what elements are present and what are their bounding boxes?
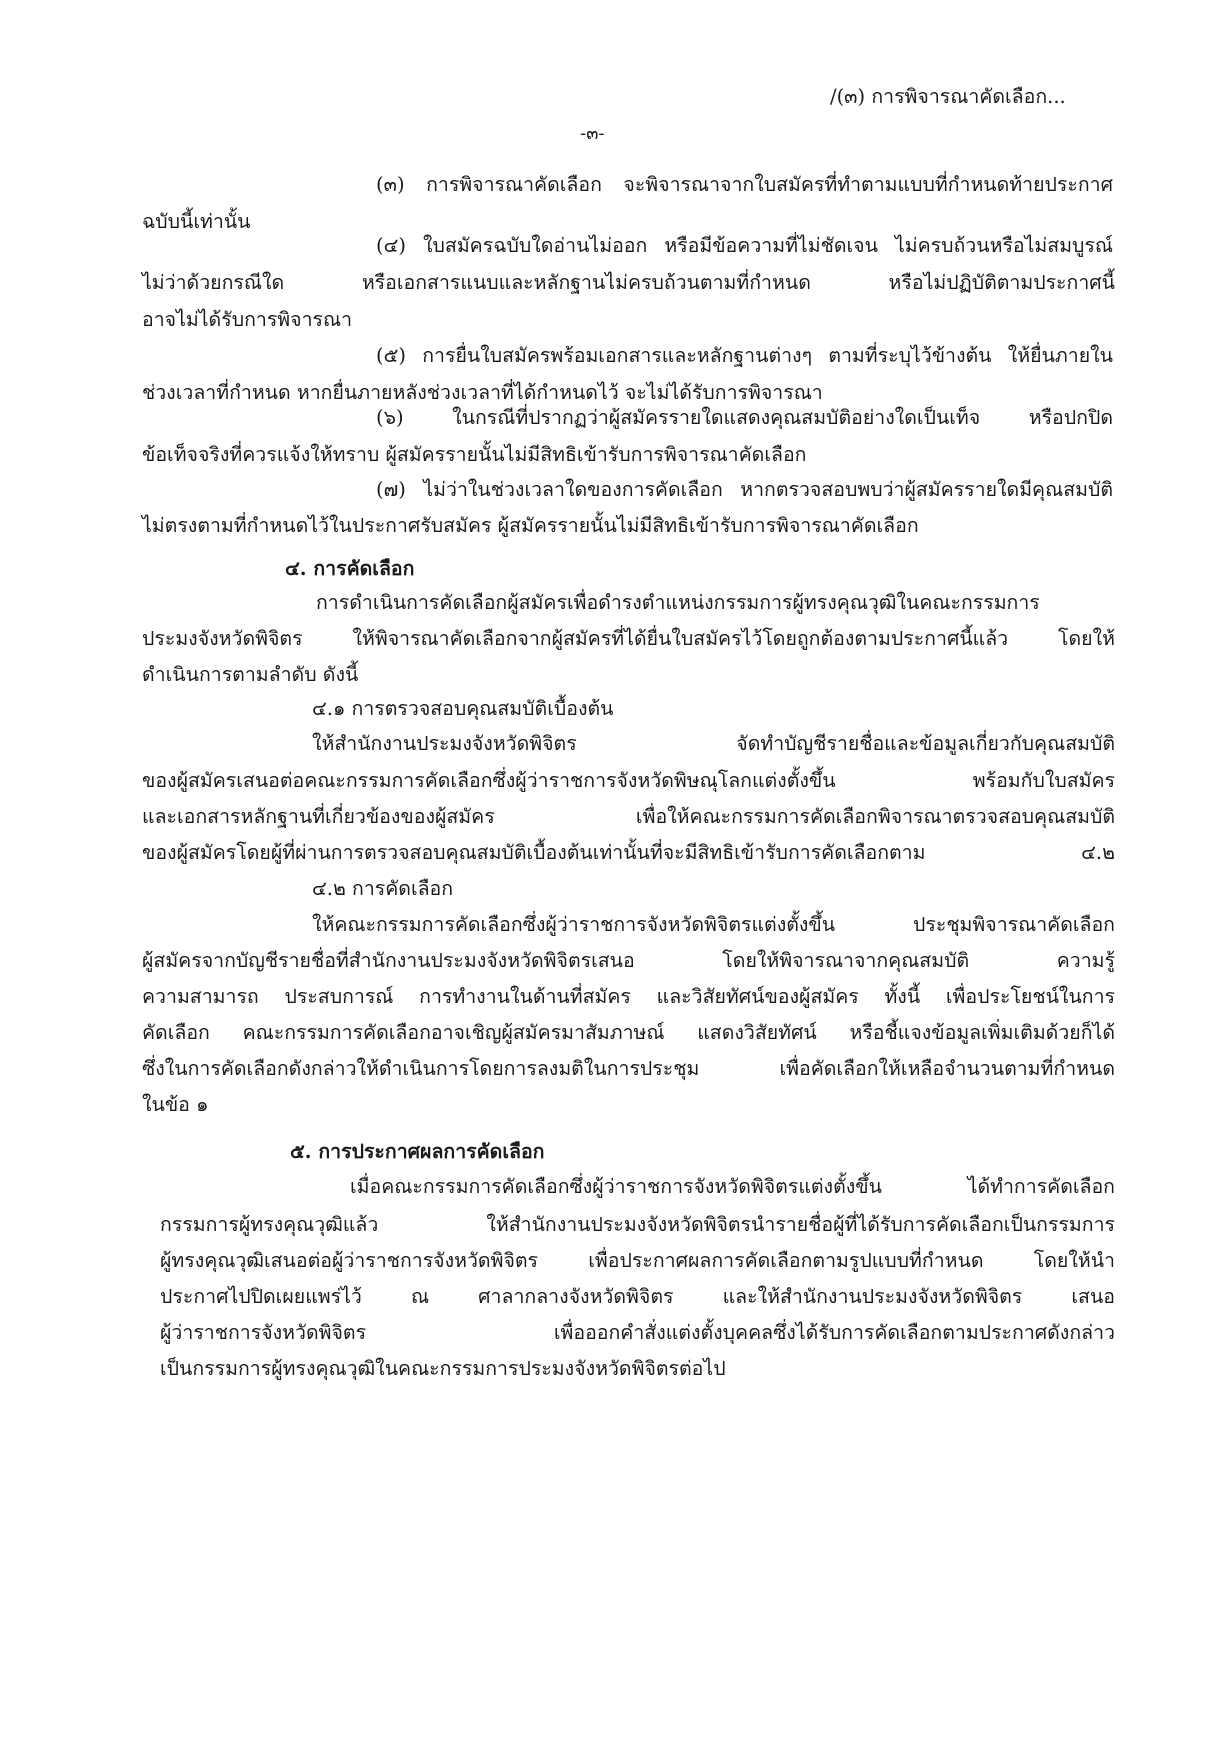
section-4-2-line-3: ความสามารถ ประสบการณ์ การทำงานในด้านที่สมัคร และวิสัยทัศน์ของผู้สมัคร ทั้งนี้ เพื่อประโยชน์ในการ <box>142 985 1115 1008</box>
section-4-1-line-1: ให้สำนักงานประมงจังหวัดพิจิตร จัดทำบัญชีรายชื่อและข้อมูลเกี่ยวกับคุณสมบัติ <box>312 732 1115 755</box>
section-4-1-line-4: ของผู้สมัครโดยผู้ที่ผ่านการตรวจสอบคุณสมบัติเบื้องต้นเท่านั้นที่จะมีสิทธิเข้ารับการคัดเลือกตาม ๔.๒ <box>142 841 1115 864</box>
section-4-2-line-2: ผู้สมัครจากบัญชีรายชื่อที่สำนักงานประมงจังหวัดพิจิตรเสนอ โดยให้พิจารณาจากคุณสมบัติ ความรู้ <box>142 949 1115 972</box>
section-4-2-heading: ๔.๒ การคัดเลือก <box>312 877 454 900</box>
clause-6-line-2: ข้อเท็จจริงที่ควรแจ้งให้ทราบ ผู้สมัครรายนั้นไม่มีสิทธิเข้ารับการพิจารณาคัดเลือก <box>142 443 807 466</box>
section-4-2-line-6: ในข้อ ๑ <box>142 1093 209 1116</box>
section-4-1-line-3: และเอกสารหลักฐานที่เกี่ยวข้องของผู้สมัคร เพื่อให้คณะกรรมการคัดเลือกพิจารณาตรวจสอบคุณสมบัติ <box>142 805 1115 828</box>
section-4-2-line-4: คัดเลือก คณะกรรมการคัดเลือกอาจเชิญผู้สมัครมาสัมภาษณ์ แสดงวิสัยทัศน์ หรือชี้แจงข้อมูลเพิ่มเติมด้วยก็ได้ <box>142 1021 1115 1044</box>
section-4-2-line-5: ซึ่งในการคัดเลือกดังกล่าวให้ดำเนินการโดยการลงมติในการประชุม เพื่อคัดเลือกให้เหลือจำนวนตามที่กำหนด <box>142 1057 1115 1080</box>
section-5-heading: ๕. การประกาศผลการคัดเลือก <box>290 1140 545 1163</box>
section-4-line-3: ดำเนินการตามลำดับ ดังนี้ <box>142 663 359 686</box>
section-5-line-4: ประกาศไปปิดเผยแพร่ไว้ ณ ศาลากลางจังหวัดพิจิตร และให้สำนักงานประมงจังหวัดพิจิตร เสนอ <box>160 1285 1115 1308</box>
clause-3-line-2: ฉบับนี้เท่านั้น <box>142 210 251 233</box>
clause-7-line-2: ไม่ตรงตามที่กำหนดไว้ในประกาศรับสมัคร ผู้สมัครรายนั้นไม่มีสิทธิเข้ารับการพิจารณาคัดเลือก <box>142 514 919 537</box>
clause-4-line-2: ไม่ว่าด้วยกรณีใด หรือเอกสารแนบและหลักฐานไม่ครบถ้วนตามที่กำหนด หรือไม่ปฏิบัติตามประกาศนี้ <box>142 271 1115 294</box>
section-4-heading: ๔. การคัดเลือก <box>285 557 415 580</box>
clause-6-line-1: (๖) ในกรณีที่ปรากฏว่าผู้สมัครรายใดแสดงคุณสมบัติอย่างใดเป็นเท็จ หรือปกปิด <box>376 406 1113 429</box>
clause-4-line-3: อาจไม่ได้รับการพิจารณา <box>142 308 353 331</box>
section-5-line-6: เป็นกรรมการผู้ทรงคุณวุฒิในคณะกรรมการประมงจังหวัดพิจิตรต่อไป <box>160 1357 726 1380</box>
continuation-note: /(๓) การพิจารณาคัดเลือก... <box>830 85 1066 108</box>
section-4-1-heading: ๔.๑ การตรวจสอบคุณสมบัติเบื้องต้น <box>312 697 614 720</box>
clause-3-line-1: (๓) การพิจารณาคัดเลือก จะพิจารณาจากใบสมัครที่ทำตามแบบที่กำหนดท้ายประกาศ <box>376 173 1113 196</box>
clause-7-line-1: (๗) ไม่ว่าในช่วงเวลาใดของการคัดเลือก หากตรวจสอบพบว่าผู้สมัครรายใดมีคุณสมบัติ <box>376 478 1113 501</box>
section-5-line-2: กรรมการผู้ทรงคุณวุฒิแล้ว ให้สำนักงานประมงจังหวัดพิจิตรนำรายชื่อผู้ที่ได้รับการคัดเลือกเป็นกรรมการ <box>160 1213 1115 1236</box>
clause-4-line-1: (๔) ใบสมัครฉบับใดอ่านไม่ออก หรือมีข้อความที่ไม่ชัดเจน ไม่ครบถ้วนหรือไม่สมบูรณ์ <box>376 234 1113 257</box>
section-5-line-3: ผู้ทรงคุณวุฒิเสนอต่อผู้ว่าราชการจังหวัดพิจิตร เพื่อประกาศผลการคัดเลือกตามรูปแบบที่กำหนด โดยให้นำ <box>160 1249 1115 1272</box>
section-4-line-1: การดำเนินการคัดเลือกผู้สมัครเพื่อดำรงตำแหน่งกรรมการผู้ทรงคุณวุฒิในคณะกรรมการ <box>316 591 1040 614</box>
section-4-1-line-2: ของผู้สมัครเสนอต่อคณะกรรมการคัดเลือกซึ่งผู้ว่าราชการจังหวัดพิษณุโลกแต่งตั้งขึ้น พร้อมกับใบสมัคร <box>142 769 1115 792</box>
clause-5-line-2: ช่วงเวลาที่กำหนด หากยื่นภายหลังช่วงเวลาที่ได้กำหนดไว้ จะไม่ได้รับการพิจารณา <box>142 381 823 404</box>
section-4-2-line-1: ให้คณะกรรมการคัดเลือกซึ่งผู้ว่าราชการจังหวัดพิจิตรแต่งตั้งขึ้น ประชุมพิจารณาคัดเลือก <box>312 913 1115 936</box>
page-number: -๓- <box>580 123 605 144</box>
clause-5-line-1: (๕) การยื่นใบสมัครพร้อมเอกสารและหลักฐานต่างๆ ตามที่ระบุไว้ข้างต้น ให้ยื่นภายใน <box>376 344 1113 367</box>
section-4-line-2: ประมงจังหวัดพิจิตร ให้พิจารณาคัดเลือกจากผู้สมัครที่ได้ยื่นใบสมัครไว้โดยถูกต้องตามประกาศนี้แล้ว โดยให้ <box>142 627 1115 650</box>
section-5-line-5: ผู้ว่าราชการจังหวัดพิจิตร เพื่อออกคำสั่งแต่งตั้งบุคคลซึ่งได้รับการคัดเลือกตามประกาศดังกล่าว <box>160 1321 1115 1344</box>
section-5-line-1: เมื่อคณะกรรมการคัดเลือกซึ่งผู้ว่าราชการจังหวัดพิจิตรแต่งตั้งขึ้น ได้ทำการคัดเลือก <box>350 1175 1115 1198</box>
